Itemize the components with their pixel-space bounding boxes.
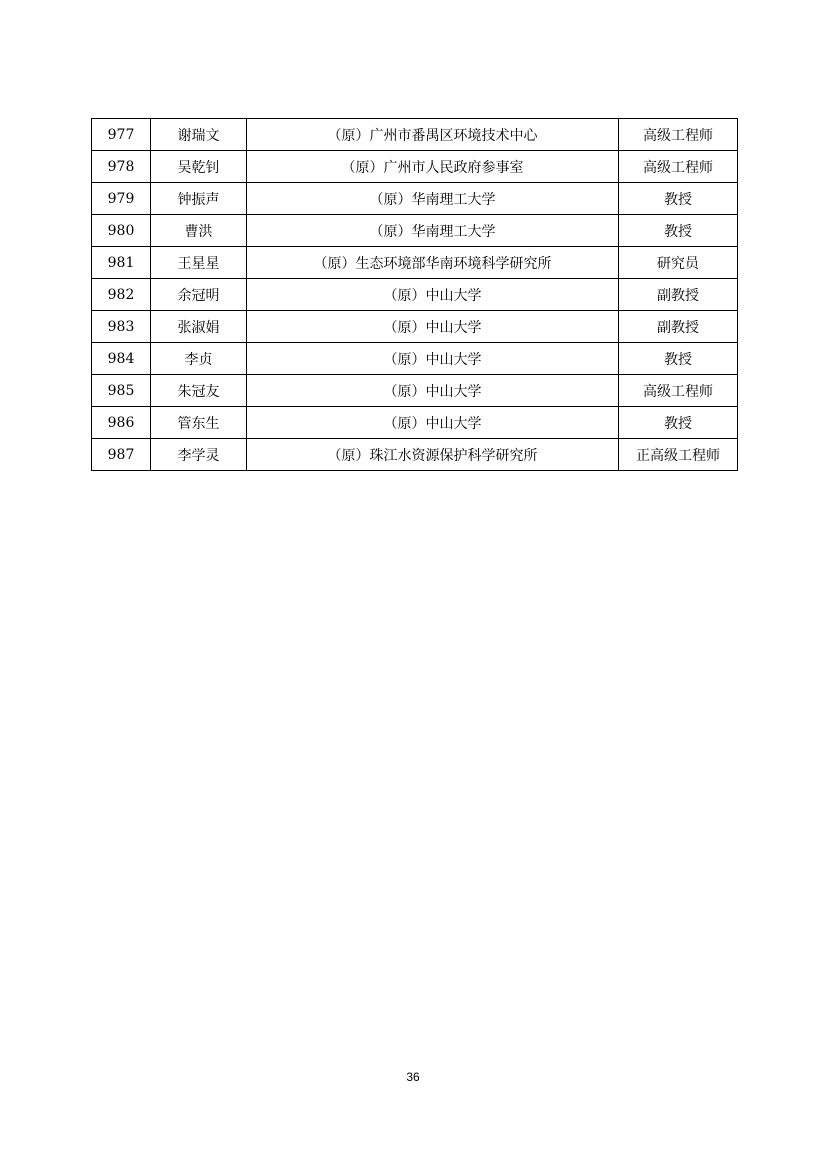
row-number: 982 — [92, 279, 151, 311]
page-number: 36 — [406, 1070, 420, 1084]
person-name: 吴乾钊 — [151, 151, 247, 183]
person-name: 王星星 — [151, 247, 247, 279]
professional-title: 高级工程师 — [619, 151, 738, 183]
table-row — [92, 279, 738, 311]
person-name: 曹洪 — [151, 215, 247, 247]
row-number: 986 — [92, 407, 151, 439]
organization: （原）中山大学 — [247, 375, 619, 407]
row-number: 980 — [92, 215, 151, 247]
person-name: 谢瑞文 — [151, 119, 247, 151]
row-number: 987 — [92, 439, 151, 471]
row-number: 981 — [92, 247, 151, 279]
table-row — [92, 119, 738, 151]
table-row — [92, 375, 738, 407]
row-number: 979 — [92, 183, 151, 215]
row-number: 984 — [92, 343, 151, 375]
person-name: 钟振声 — [151, 183, 247, 215]
organization: （原）中山大学 — [247, 343, 619, 375]
organization: （原）华南理工大学 — [247, 183, 619, 215]
row-number: 977 — [92, 119, 151, 151]
professional-title: 副教授 — [619, 311, 738, 343]
person-name: 管东生 — [151, 407, 247, 439]
table-row — [92, 183, 738, 215]
organization: （原）中山大学 — [247, 311, 619, 343]
professional-title: 教授 — [619, 215, 738, 247]
table-row — [92, 311, 738, 343]
organization: （原）华南理工大学 — [247, 215, 619, 247]
professional-title: 正高级工程师 — [619, 439, 738, 471]
row-number: 985 — [92, 375, 151, 407]
person-name: 余冠明 — [151, 279, 247, 311]
professional-title: 高级工程师 — [619, 119, 738, 151]
table-row — [92, 151, 738, 183]
table-row — [92, 215, 738, 247]
person-name: 张淑娟 — [151, 311, 247, 343]
table-row — [92, 407, 738, 439]
row-number: 983 — [92, 311, 151, 343]
table-row — [92, 439, 738, 471]
organization: （原）广州市人民政府参事室 — [247, 151, 619, 183]
organization: （原）生态环境部华南环境科学研究所 — [247, 247, 619, 279]
professional-title: 教授 — [619, 183, 738, 215]
person-name: 李学灵 — [151, 439, 247, 471]
person-name: 李贞 — [151, 343, 247, 375]
row-number: 978 — [92, 151, 151, 183]
professional-title: 教授 — [619, 407, 738, 439]
professional-title: 副教授 — [619, 279, 738, 311]
organization: （原）广州市番禺区环境技术中心 — [247, 119, 619, 151]
professional-title: 教授 — [619, 343, 738, 375]
person-name: 朱冠友 — [151, 375, 247, 407]
professional-title: 高级工程师 — [619, 375, 738, 407]
table-body — [92, 119, 738, 471]
organization: （原）中山大学 — [247, 407, 619, 439]
professional-title: 研究员 — [619, 247, 738, 279]
table-row — [92, 247, 738, 279]
organization: （原）中山大学 — [247, 279, 619, 311]
expert-roster-table — [91, 118, 738, 471]
organization: （原）珠江水资源保护科学研究所 — [247, 439, 619, 471]
table-row — [92, 343, 738, 375]
